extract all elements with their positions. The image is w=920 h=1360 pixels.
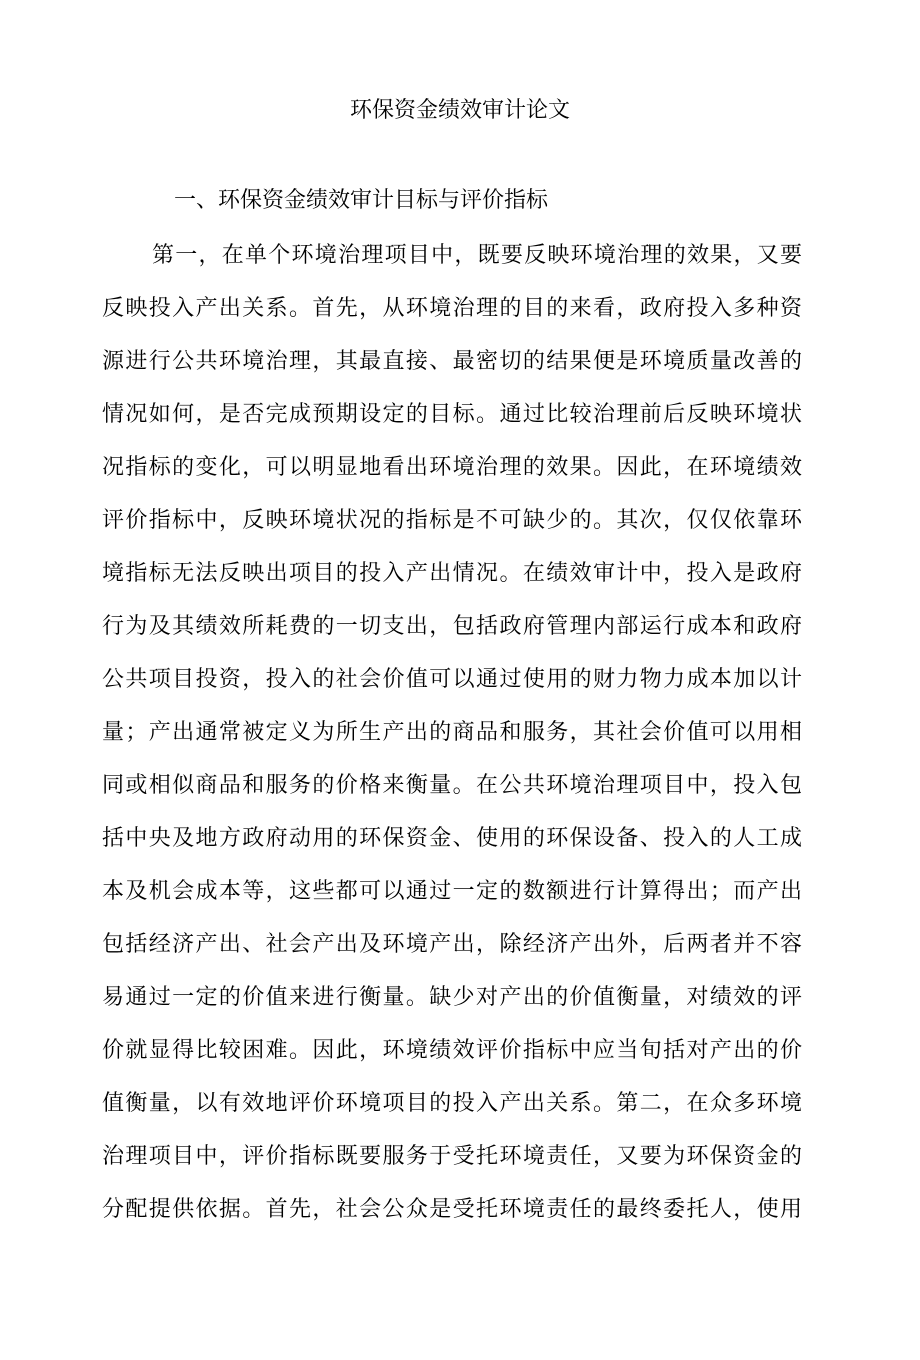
paragraph-line: 治理项目中，评价指标既要服务于受托环境责任，又要为环保资金的 (102, 1144, 802, 1169)
paragraph-line: 公共项目投资，投入的社会价值可以通过使用的财力物力成本加以计 (102, 667, 802, 692)
paragraph-line: 反映投入产出关系。首先，从环境治理的目的来看，政府投入多种资 (102, 296, 802, 321)
paragraph-line: 境指标无法反映出项目的投入产出情况。在绩效审计中，投入是政府 (102, 561, 802, 586)
paragraph-line: 第一，在单个环境治理项目中，既要反映环境治理的效果，又要 (152, 243, 802, 268)
paragraph-line: 情况如何，是否完成预期设定的目标。通过比较治理前后反映环境状 (102, 402, 802, 427)
paragraph-line: 行为及其绩效所耗费的一切支出，包括政府管理内部运行成本和政府 (102, 614, 802, 639)
paragraph-line: 价就显得比较困难。因此，环境绩效评价指标中应当旬括对产出的价 (102, 1038, 802, 1063)
paragraph-line: 量；产出通常被定义为所生产出的商品和服务，其社会价值可以用相 (102, 720, 802, 745)
paragraph-line: 括中央及地方政府动用的环保资金、使用的环保设备、投入的人工成 (102, 826, 802, 851)
paragraph-line: 易通过一定的价值来进行衡量。缺少对产出的价值衡量，对绩效的评 (102, 985, 802, 1010)
paragraph-line: 包括经济产出、社会产出及环境产出，除经济产出外，后两者并不容 (102, 932, 802, 957)
paragraph-line: 源进行公共环境治理，其最直接、最密切的结果便是环境质量改善的 (102, 349, 802, 374)
section-heading: 一、环保资金绩效审计目标与评价指标 (174, 188, 549, 213)
paragraph-line: 况指标的变化，可以明显地看出环境治理的效果。因此，在环境绩效 (102, 455, 802, 480)
paragraph-line: 同或相似商品和服务的价格来衡量。在公共环境治理项目中，投入包 (102, 773, 802, 798)
paragraph-line: 分配提供依据。首先，社会公众是受托环境责任的最终委托人，使用 (102, 1197, 802, 1222)
paragraph-line: 值衡量，以有效地评价环境项目的投入产出关系。第二，在众多环境 (102, 1091, 802, 1116)
paragraph-line: 本及机会成本等，这些都可以通过一定的数额进行计算得出；而产出 (102, 879, 802, 904)
body-paragraph (102, 238, 802, 1245)
document-title: 环保资金绩效审计论文 (349, 98, 570, 123)
paragraph-line: 评价指标中，反映环境状况的指标是不可缺少的。其次，仅仅依靠环 (102, 508, 802, 533)
